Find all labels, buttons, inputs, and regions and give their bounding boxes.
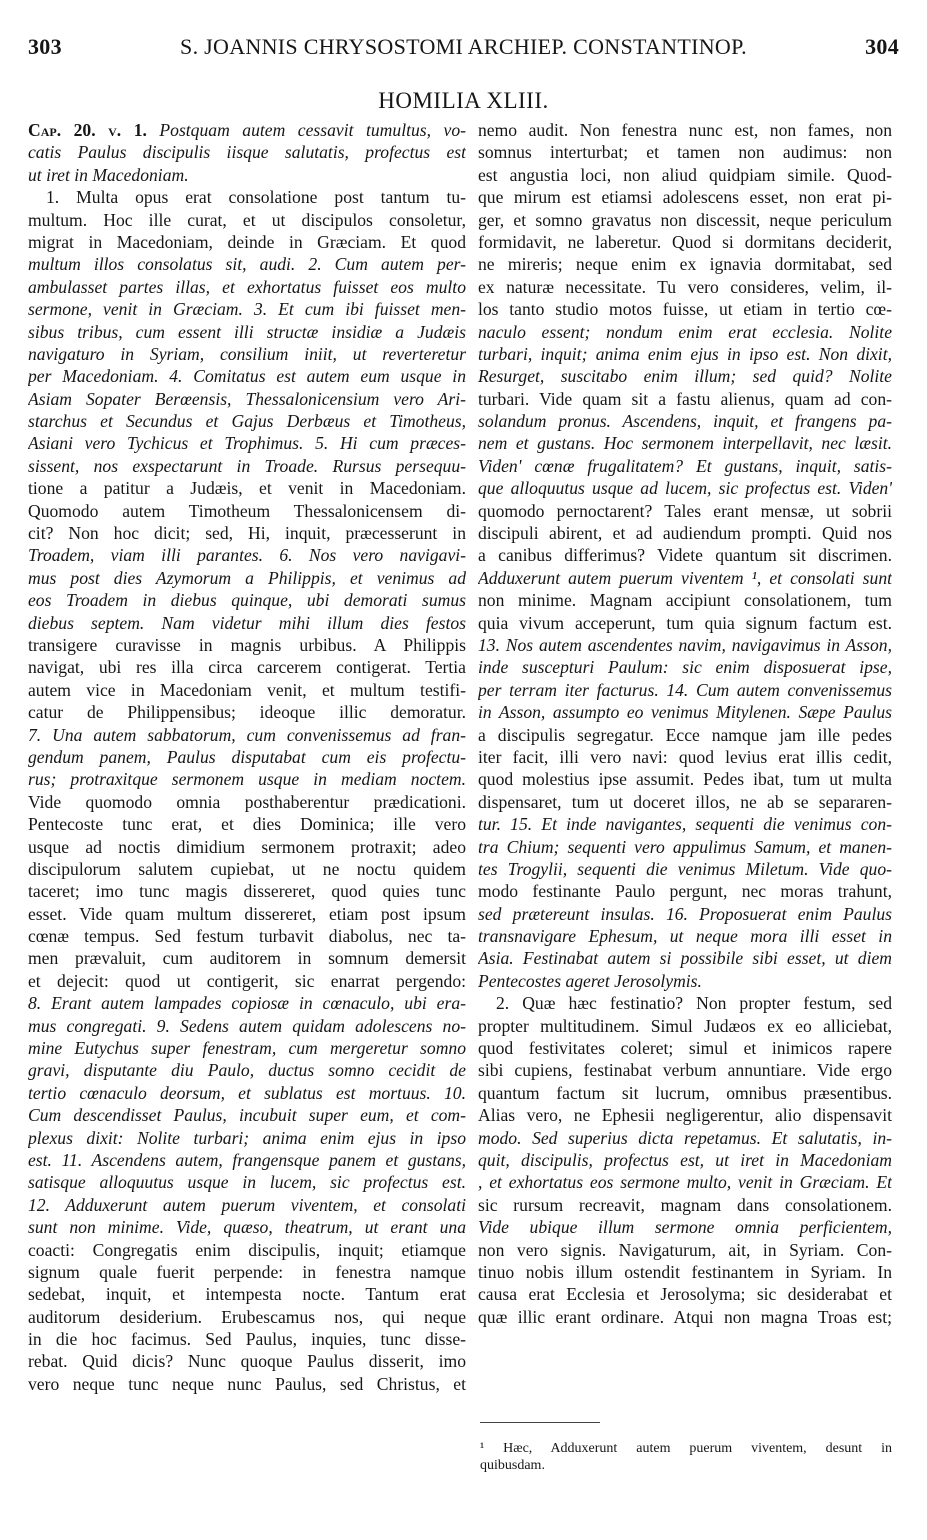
- text-line: tur. 15. Et inde navigantes, sequenti die venimus con-: [478, 814, 892, 835]
- text-line: per Macedoniam. 4. Comitatus est autem eum usque in: [28, 366, 466, 387]
- text-line: causa erat Ecclesia et Jerosolyma; sic desiderabat et: [478, 1284, 892, 1305]
- text-line: Viden' cœnæ frugalitatem? Et gustans, inquit, satis-: [478, 455, 892, 476]
- text-line: coacti: Congregatis enim discipulis, inquit; etiamque: [28, 1239, 466, 1260]
- text-line: mus post dies Azymorum a Philippis, et venimus ad: [28, 567, 466, 588]
- text-line: auditorum desiderium. Erubescamus nos, qui neque: [28, 1306, 466, 1327]
- text-line: 2. Quæ hæc festinatio? Non propter festum, sed: [496, 993, 892, 1014]
- text-line: satisque alloquutus usque in lucem, sic profectus est.: [28, 1172, 466, 1193]
- text-line: quantum factum sit lucrum, omnibus præsentibus.: [478, 1082, 892, 1103]
- text-line: quod molestius ipse assumit. Pedes ibat, tum ut multa: [478, 769, 892, 790]
- text-line: esset. Vide quam multum dissereret, etiam post ipsum: [28, 903, 466, 924]
- text-line: rus; protraxitque sermonem usque in mediam noctem.: [28, 769, 466, 790]
- text-line: turbari. Vide quam sit a fastu alienus, quam ad con-: [478, 388, 892, 409]
- text-line: quæ illic erant ordinare. Atqui non magna Troas est;: [478, 1306, 892, 1327]
- text-line: nemo audit. Non fenestra nunc est, non fames, non: [478, 120, 892, 140]
- text-line: Cum descendisset Paulus, incubuit super eum, et com-: [28, 1105, 466, 1126]
- text-line: tes Trogylii, sequenti die venimus Miletum. Vide quo-: [478, 858, 892, 879]
- text-line: 13. Nos autem ascendentes navim, navigavimus in Asson,: [478, 634, 892, 655]
- text-line: Troadem, viam illi parantes. 6. Nos vero navigavi-: [28, 545, 466, 566]
- text-line: los tanto studio motos fuisse, ut etiam in tertio cœ-: [478, 299, 892, 320]
- text-line: ger, et somno gravatus non discessit, neque periculum: [478, 209, 892, 230]
- text-line: propter multitudinem. Simul Judæos ex eo alliciebat,: [478, 1015, 892, 1036]
- text-line: et dejecit: quod ut contigerit, sic enarrat pergendo:: [28, 970, 466, 991]
- text-line: somnus interturbat; et tamen non audimus: non: [478, 142, 892, 163]
- text-line: eos Troadem in diebus quinque, ubi demorati sumus: [28, 590, 466, 611]
- text-line: discipuli abirent, et ad audiendum prompti. Quid nos: [478, 523, 892, 544]
- text-line: modo. Sed superius dicta repetamus. Et salutatis, in-: [478, 1127, 892, 1148]
- text-line: Resurget, suscitabo enim illum; sed quid? Nolite: [478, 366, 892, 387]
- text-line: discipulorum salutem cupiebat, ut ne noctu quidem: [28, 858, 466, 879]
- text-line: tione a patitur a Judæis, et venit in Macedoniam.: [28, 478, 466, 499]
- text-line: cœnæ tempus. Sed festum turbavit diabolus, nec ta-: [28, 926, 466, 947]
- text-line: modo festinante Paulo pergunt, nec moras trahunt,: [478, 881, 892, 902]
- text-line: usque ad noctis dimidium sermonem protraxit; adeo: [28, 836, 466, 857]
- text-line: catur de Philippensibus; ideoque illic demoratur.: [28, 702, 466, 723]
- text-line: solandum pronus. Ascendens, inquit, et frangens pa-: [478, 411, 892, 432]
- text-line: turbari, inquit; anima enim ejus in ipso est. Non dixit,: [478, 343, 892, 364]
- text-line: transigere curavisse in magnis urbibus. A Philippis: [28, 634, 466, 655]
- text-line: sed prætereunt insulas. 16. Proposuerat enim Paulus: [478, 903, 892, 924]
- text-line: tertio cœnaculo deorsum, et sublatus est mortuus. 10.: [28, 1082, 466, 1103]
- text-line: men prævaluit, cum auditorem in somnum demersit: [28, 948, 466, 969]
- text-line: sedebat, inquit, et intempesta nocte. Tantum erat: [28, 1284, 466, 1305]
- page-number-left: 303: [28, 34, 62, 59]
- text-line: gendum panem, Paulus disputabat cum eis profectu-: [28, 746, 466, 767]
- footnote-line: ¹ Hæc, Adduxerunt autem puerum viventem, desunt in: [480, 1441, 892, 1456]
- text-line: Asia. Festinabat autem si possibile sibi esset, ut diem: [478, 948, 892, 969]
- text-line: naculo essent; nondum enim erat ecclesia. Nolite: [478, 321, 892, 342]
- text-line: diebus septem. Nam videtur mihi illum dies festos: [28, 612, 466, 633]
- text-line: migrat in Macedoniam, deinde in Græciam. Et quod: [28, 231, 466, 252]
- text-line: autem vice in Macedoniam venit, et multum testifi-: [28, 679, 466, 700]
- text-line: Alias vero, ne Ephesii negligerentur, alio dispensavit: [478, 1105, 892, 1126]
- left-text-column: [28, 119, 466, 1395]
- right-text-column: [478, 119, 892, 1328]
- text-line: 8. Erant autem lampades copiosæ in cœnaculo, ubi era-: [28, 993, 466, 1014]
- text-line: transnavigare Ephesum, ut neque mora illi esset in: [478, 926, 892, 947]
- text-line: rebat. Quid dicis? Nunc quoque Paulus disserit, imo: [28, 1351, 466, 1372]
- text-line: Quomodo autem Timotheum Thessalonicensem di-: [28, 500, 466, 521]
- text-line: per terram iter facturus. 14. Cum autem convenissemus: [478, 679, 892, 700]
- verse-text: Postquam autem cessavit tumultus, vo-: [146, 120, 466, 140]
- text-line: sunt non minime. Vide, quæso, theatrum, ut erant una: [28, 1217, 466, 1238]
- text-line: Vide quomodo omnia posthaberentur prædicationi.: [28, 791, 466, 812]
- running-title: S. JOANNIS CHRYSOSTOMI ARCHIEP. CONSTANTINOP.: [180, 34, 747, 59]
- text-line: quomodo pernoctarent? Tales erant mensæ, ut sobrii: [478, 500, 892, 521]
- text-line: ambulasset partes illas, et exhortatus fuisset eos multo: [28, 276, 466, 297]
- text-line: [28, 119, 466, 141]
- text-line: gravi, disputante diu Paulo, ductus somno cecidit de: [28, 1060, 466, 1081]
- text-line: a canibus differimus? Videte quantum sit discrimen.: [478, 545, 892, 566]
- text-line: multum. Hoc ille curat, et ut discipulos consoletur,: [28, 209, 466, 230]
- text-line: ex naturæ necessitate. Tu vero consideres, velim, il-: [478, 276, 892, 297]
- text-line: 7. Una autem sabbatorum, cum convenissemus ad fran-: [28, 724, 466, 745]
- text-line: navigaturo in Syriam, consilium iniit, ut reverteretur: [28, 343, 466, 364]
- text-line: non minime. Magnam accipiunt consolationem, tum: [478, 590, 892, 611]
- text-line: Asiam Sopater Berœensis, Thessalonicensium vero Ari-: [28, 388, 466, 409]
- text-line: ut iret in Macedoniam.: [28, 164, 189, 185]
- text-line: quit, discipulis, profectus est, ut iret in Macedoniam: [478, 1149, 892, 1170]
- chapter-verse-label: Cap. 20. v. 1.: [28, 120, 147, 140]
- text-line: taceret; imo tunc magis dissereret, quod quies tunc: [28, 881, 466, 902]
- footnote-line: quibusdam.: [480, 1458, 545, 1473]
- text-line: non vero signis. Navigaturum, ait, in Syriam. Con-: [478, 1239, 892, 1260]
- homily-title: HOMILIA XLIII.: [378, 88, 549, 113]
- text-line: mus congregati. 9. Sedens autem quidam adolescens no-: [28, 1015, 466, 1036]
- text-line: vero neque tunc neque nunc Paulus, sed Christus, et: [28, 1373, 466, 1394]
- text-line: starchus et Secundus et Gajus Derbæus et Timotheus,: [28, 411, 466, 432]
- text-line: 1. Multa opus erat consolatione post tantum tu-: [46, 187, 466, 208]
- text-line: Asiani vero Tychicus et Trophimus. 5. Hi cum præces-: [28, 433, 466, 454]
- text-line: in die hoc facimus. Sed Paulus, inquies, tunc disse-: [28, 1329, 466, 1350]
- text-line: formidavit, ne laberetur. Quod si dormitans deciderit,: [478, 231, 892, 252]
- text-line: plexus dixit: Nolite turbari; anima enim ejus in ipso: [28, 1127, 466, 1148]
- text-line: a discipulis segregatur. Ecce namque jam ille pedes: [478, 724, 892, 745]
- text-line: dispensaret, tum ut doceret illos, ne ab se separaren-: [478, 791, 892, 812]
- footnote-rule: [480, 1422, 600, 1423]
- text-line: mine Eutychus super fenestram, cum mergeretur somno: [28, 1038, 466, 1059]
- text-line: est angustia loci, non aliud quidpiam simile. Quod-: [478, 164, 892, 185]
- text-line: que mirum est etiamsi adolescens esset, non erat pi-: [478, 187, 892, 208]
- page-number-right: 304: [865, 34, 899, 59]
- text-line: signum quale fuerit perpende: in fenestra namque: [28, 1261, 466, 1282]
- text-line: quod festivitates coleret; simul et inimicos rapere: [478, 1038, 892, 1059]
- text-line: inde suscepturi Paulum: sic enim disposuerat ipse,: [478, 657, 892, 678]
- text-line: cit? Non hoc dicit; sed, Hi, inquit, præcesserunt in: [28, 523, 466, 544]
- text-line: Adduxerunt autem puerum viventem ¹, et consolati sunt: [478, 567, 892, 588]
- text-line: sibi cupiens, festinabat verbum annuntiare. Vide ergo: [478, 1060, 892, 1081]
- text-line: Vide ubique illum sermone omnia perficientem,: [478, 1217, 892, 1238]
- text-line: sissent, nos exspectarunt in Troade. Rursus persequu-: [28, 455, 466, 476]
- text-line: nem et gustans. Hoc sermonem interpellavit, nec læsit.: [478, 433, 892, 454]
- text-line: sibus tribus, cum essent illi structæ insidiæ a Judæis: [28, 321, 466, 342]
- text-line: ne mireris; neque enim ex ignavia dormitabat, sed: [478, 254, 892, 275]
- text-line: tinuo nobis illum ostendit festinantem in Syriam. In: [478, 1261, 892, 1282]
- text-line: in Asson, assumpto eo venimus Mitylenen. Sæpe Paulus: [478, 702, 892, 723]
- text-line: est. 11. Ascendens autem, frangensque panem et gustans,: [28, 1149, 466, 1170]
- text-line: Pentecoste tunc erat, et dies Dominica; ille vero: [28, 814, 466, 835]
- text-line: , et exhortatus eos sermone multo, venit in Græciam. Et: [478, 1172, 892, 1193]
- text-line: iter facit, illi vero navi: quod levius erat illis cedit,: [478, 746, 892, 767]
- text-line: sermone, venit in Græciam. 3. Et cum ibi fuisset men-: [28, 299, 466, 320]
- running-header: [28, 34, 899, 64]
- footnote: [480, 1440, 892, 1474]
- text-line: catis Paulus discipulis iisque salutatis, profectus est: [28, 142, 466, 163]
- text-line: que alloquutus usque ad lucem, sic profectus est. Viden': [478, 478, 892, 499]
- text-line: sic rursum recreavit, magnam dans consolationem.: [478, 1194, 892, 1215]
- text-line: multum illos consolatus sit, audi. 2. Cum autem per-: [28, 254, 466, 275]
- text-line: 12. Adduxerunt autem puerum viventem, et consolati: [28, 1194, 466, 1215]
- text-line: Pentecostes ageret Jerosolymis.: [478, 970, 702, 991]
- text-line: navigat, ubi res illa circa carcerem contigerat. Tertia: [28, 657, 466, 678]
- text-line: quia vivum acceperunt, tum quia signum factum est.: [478, 612, 892, 633]
- text-line: tra Chium; sequenti vero appulimus Samum, et manen-: [478, 836, 892, 857]
